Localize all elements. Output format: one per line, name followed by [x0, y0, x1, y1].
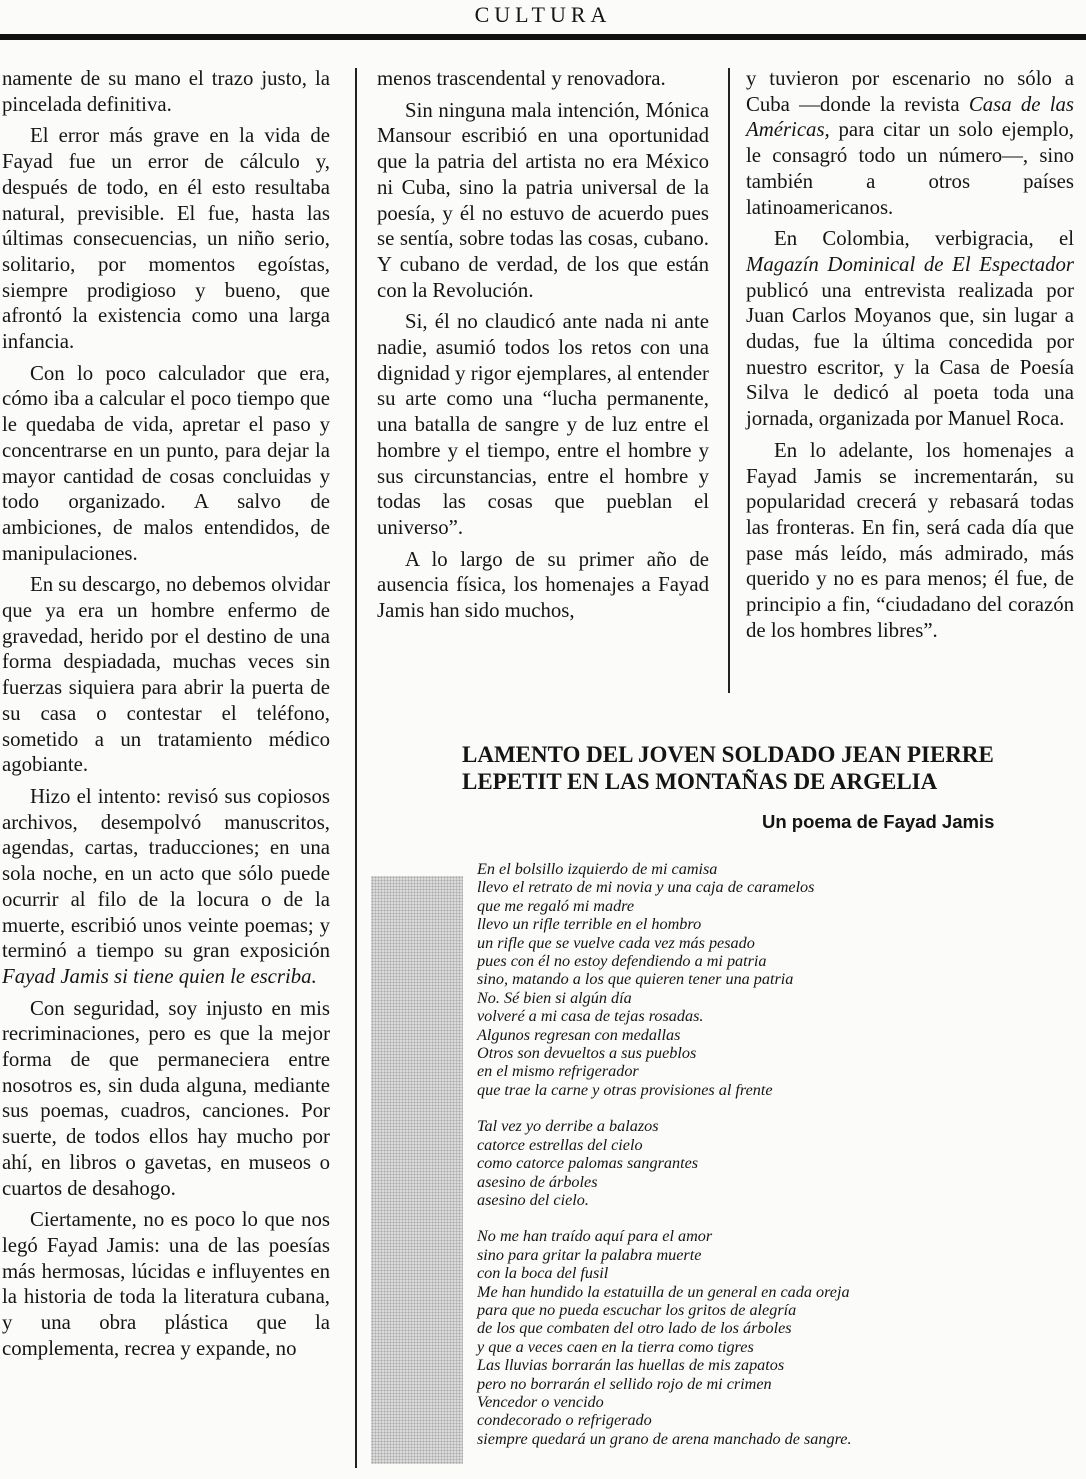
poem-line: llevo un rifle terrible en el hombro	[477, 915, 702, 934]
paragraph: A lo largo de su primer año de ausencia física, los homenajes a Fayad Jamis han sido muchos,	[377, 547, 709, 623]
poem-line: Algunos regresan con medallas	[477, 1025, 681, 1044]
poem-line: pues con él no estoy defendiendo a mi patria	[477, 952, 767, 971]
poem-stanza	[477, 1227, 1077, 1448]
poem-line: un rifle que se vuelve cada vez más pesado	[477, 933, 755, 952]
poem-line: Me han hundido la estatuilla de un general en cada oreja	[477, 1282, 850, 1301]
poem-line: en el mismo refrigerador	[477, 1062, 639, 1081]
magazine-name: Magazín Dominical de El Espectador	[746, 252, 1074, 276]
article-column-2	[377, 66, 709, 630]
page-header	[0, 0, 1086, 44]
poem-line: de los que combaten del otro lado de los árboles	[477, 1319, 792, 1338]
paragraph-text: publicó una entrevista realizada por Juan Carlos Moyanos que, sin lugar a dudas, fue la última concedida por nuestro escritor, y la Casa de Poesía Silva le dedicó al poeta toda una jornada, organizada por Manuel Roca.	[746, 278, 1074, 431]
poem-line: catorce estrellas del cielo	[477, 1135, 643, 1154]
poem-title	[462, 741, 1062, 795]
poem-title-line: LAMENTO DEL JOVEN SOLDADO JEAN PIERRE	[462, 742, 994, 767]
poem-line: Vencedor o vencido	[477, 1392, 604, 1411]
poem-line: Tal vez yo derribe a balazos	[477, 1117, 659, 1136]
paragraph: Con lo poco calculador que era, cómo iba a calcular el poco tiempo que le quedaba de vida, apretar el paso y concentrarse en un punto, para dejar la mayor cantidad de cosas concluidas y todo organizado. A salvo de ambiciones, de malos entendidos, de manipulaciones.	[2, 361, 330, 565]
poem-title-line: LEPETIT EN LAS MONTAÑAS DE ARGELIA	[462, 769, 938, 794]
poem-line: sino para gritar la palabra muerte	[477, 1245, 702, 1264]
magazine-name: Casa de las Américas,	[746, 92, 1074, 142]
paragraph-text: Hizo el intento: revisó sus copiosos archivos, desempolvó manuscritos, agendas, cartas, traducciones; en una sola noche, en un acto que sólo puede ocurrir al filo de la locura o de la muerte, escribió unos veinte poemas; y terminó a tiempo su gran exposición	[2, 784, 330, 963]
poem-line: asesino de árboles	[477, 1172, 598, 1191]
halftone-shade-bar	[371, 876, 463, 1464]
paragraph: En lo adelante, los homenajes a Fayad Jamis se incrementarán, su popularidad crecerá y rebasará todas las fronteras. En fin, será cada día que pase más leído, más admirado, más querido y no es para menos; él fue, de principio a fin, “ciudadano del corazón de los hombres libres”.	[746, 438, 1074, 642]
paragraph: El error más grave en la vida de Fayad fue un error de cálculo y, después de todo, en él esto resultaba natural, previsible. El fue, hasta las últimas consecuencias, un niño serio, solitario, por momentos egoístas, siempre prodigioso y bueno, que afrontó la existencia como una larga infancia.	[2, 124, 330, 354]
poem-line: como catorce palomas sangrantes	[477, 1154, 699, 1173]
poem-stanza	[477, 860, 1077, 1099]
column-divider	[728, 68, 730, 693]
poem-line: y que a veces caen en la tierra como tigres	[477, 1337, 754, 1356]
poem-byline: Un poema de Fayad Jamis	[762, 811, 995, 832]
poem-line: pero no borrarán el sellido rojo de mi crimen	[477, 1374, 772, 1393]
paragraph: En su descargo, no debemos olvidar que ya era un hombre enfermo de gravedad, herido por el destino de una forma despiadada, muchas veces sin fuerzas siquiera para abrir la puerta de su casa o contestar el teléfono, sometido a un tratamiento médico agobiante.	[2, 573, 330, 777]
poem-line: Otros son devueltos a sus pueblos	[477, 1044, 697, 1063]
paragraph-text: y tuvieron por escenario no sólo a Cuba —donde la revista	[746, 67, 1074, 116]
poem-line: que trae la carne y otras provisiones al frente	[477, 1080, 773, 1099]
poem-line: Las lluvias borrarán las huellas de mis zapatos	[477, 1356, 785, 1375]
paragraph-text: para citar un solo ejemplo, le consagró todo un número—, sino también a otros países latinoamericanos.	[746, 118, 1074, 219]
column-divider	[355, 68, 357, 1468]
paragraph: namente de su mano el trazo justo, la pincelada definitiva.	[2, 67, 330, 116]
paragraph	[746, 66, 1074, 220]
poem-line: con la boca del fusil	[477, 1264, 609, 1283]
poem-line: que me regaló mi madre	[477, 896, 635, 915]
poem-line: sino, matando a los que quieren tener una patria	[477, 970, 794, 989]
paragraph	[746, 226, 1074, 432]
poem-line: volveré a mi casa de tejas rosadas.	[477, 1007, 704, 1026]
section-title: CULTURA	[474, 2, 612, 27]
exhibition-title: Fayad Jamis si tiene quien le escriba.	[2, 964, 317, 988]
paragraph: Ciertamente, no es poco lo que nos legó Fayad Jamis: una de las poesías más hermosas, lúcidas e influyentes en la historia de toda la literatura cubana, y una obra plástica que la complementa, recrea y expande, no	[2, 1208, 330, 1360]
poem-line: llevo el retrato de mi novia y una caja de caramelos	[477, 878, 815, 897]
paragraph: Si, él no claudicó ante nada ni ante nadie, asumió todos los retos con una dignidad y rigor ejemplares, al entender su arte como una “lucha permanente, una batalla de sangre y de luz entre el hombre y el tiempo, entre el hombre y sus circunstancias, entre el hombre y todas las cosas que pueblan el universo”.	[377, 310, 709, 539]
poem-line: asesino del cielo.	[477, 1190, 589, 1209]
paragraph: Sin ninguna mala intención, Mónica Mansour escribió en una oportunidad que la patria del artista no era México ni Cuba, sino la patria universal de la poesía, y él no estuvo de acuerdo pues se sentía, sobre todas las cosas, cubano. Y cubano de verdad, de los que están con la Revolución.	[377, 98, 709, 302]
article-column-1	[2, 66, 330, 1367]
poem-line: condecorado o refrigerado	[477, 1411, 652, 1430]
paragraph	[2, 784, 330, 990]
paragraph: Con seguridad, soy injusto en mis recriminaciones, pero es que la mejor forma de que permaneciera entre nosotros es, sin duda alguna, mediante sus poemas, cuadros, canciones. Por suerte, de todos ellos hay mucho por ahí, en libros o gavetas, en museos o cuartos de desahogo.	[2, 996, 330, 1200]
poem-body	[477, 860, 1077, 1466]
poem-line: para que no pueda escuchar los gritos de alegría	[477, 1300, 797, 1319]
poem-line: No. Sé bien si algún día	[477, 988, 632, 1007]
header-rule	[0, 34, 1086, 40]
poem-stanza	[477, 1117, 1077, 1209]
paragraph: menos trascendental y renovadora.	[377, 67, 666, 90]
poem-line: siempre quedará un grano de arena manchado de sangre.	[477, 1429, 852, 1448]
article-column-3	[746, 66, 1074, 649]
poem-line: En el bolsillo izquierdo de mi camisa	[477, 860, 718, 878]
paragraph-text: En Colombia, verbigracia, el	[774, 227, 1074, 251]
poem-line: No me han traído aquí para el amor	[477, 1227, 713, 1246]
